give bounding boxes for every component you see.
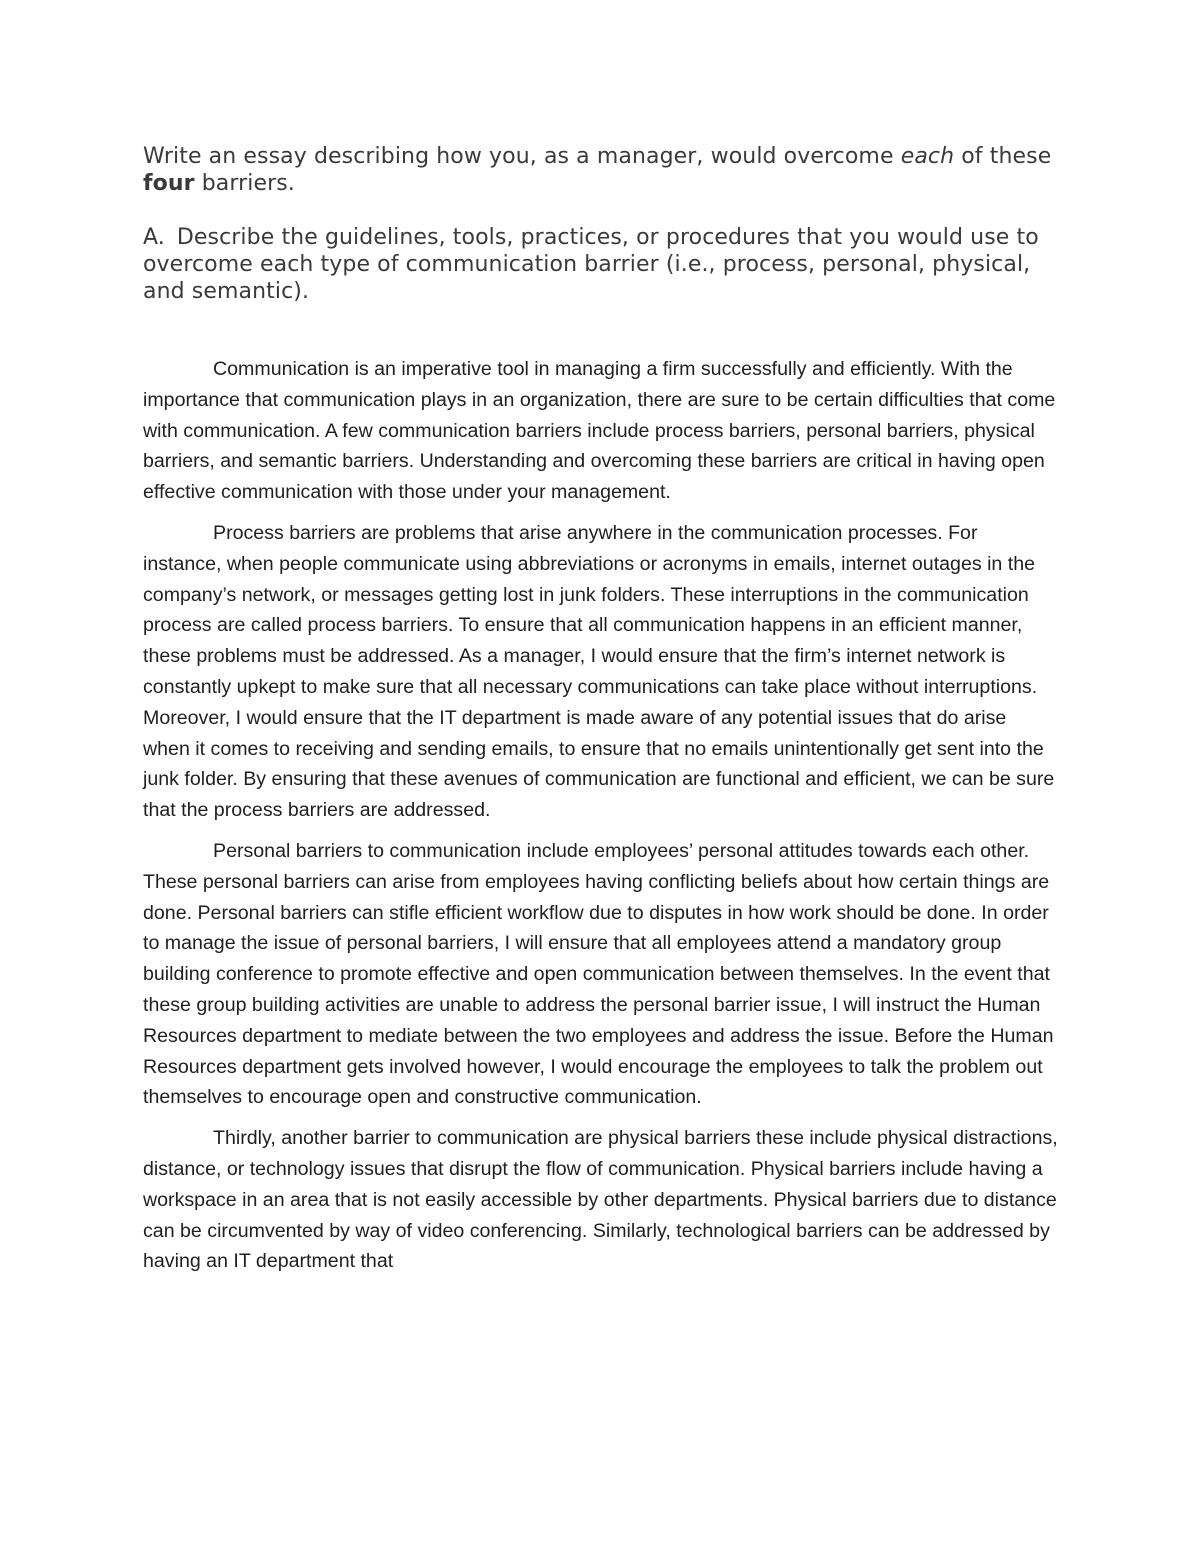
essay-paragraph-physical-barriers: Thirdly, another barrier to communication are physical barriers these include physical distractions, distance, or technology issues that disrupt the flow of communication. Physical barriers include having a workspace in an area that is not easily accessible by other departments. Physical barriers due to distance can be circumvented by way of video conferencing. Similarly, technological barriers can be addressed by having an IT department that	[143, 1127, 1058, 1273]
assignment-prompt	[143, 143, 1073, 197]
prompt-bold-four: four	[143, 171, 195, 196]
essay-body	[143, 354, 1058, 1287]
prompt-item-marker: A.	[143, 225, 165, 250]
prompt-item-text: Describe the guidelines, tools, practices, or procedures that you would use to overcome each type of communication barrier (i.e., process, personal, physical, and semantic).	[143, 225, 1039, 304]
prompt-text-mid: of these	[954, 144, 1052, 169]
prompt-item-a	[143, 224, 1073, 305]
prompt-emphasis-each: each	[900, 144, 955, 169]
prompt-text-start: Write an essay describing how you, as a manager, would overcome	[143, 144, 901, 169]
essay-paragraph-personal-barriers: Personal barriers to communication include employees’ personal attitudes towards each other. These personal barriers can arise from employees having conflicting beliefs about how certain things are done. Personal barriers can stifle efficient workflow due to disputes in how work should be done. In order to manage the issue of personal barriers, I will ensure that all employees attend a mandatory group building conference to promote effective and open communication between themselves. In the event that these group building activities are unable to address the personal barrier issue, I will instruct the Human Resources department to mediate between the two employees and address the issue. Before the Human Resources department gets involved however, I would encourage the employees to talk the problem out themselves to encourage open and constructive communication.	[143, 839, 1054, 1109]
essay-paragraph-process-barriers: Process barriers are problems that arise anywhere in the communication processes. For instance, when people communicate using abbreviations or acronyms in emails, internet outages in the company’s network, or messages getting lost in junk folders. These interruptions in the communication process are called process barriers. To ensure that all communication happens in an efficient manner, these problems must be addressed. As a manager, I would ensure that the firm’s internet network is constantly upkept to make sure that all necessary communications can take place without interruptions. Moreover, I would ensure that the IT department is made aware of any potential issues that do arise when it comes to receiving and sending emails, to ensure that no emails unintentionally get sent into the junk folder. By ensuring that these avenues of communication are functional and efficient, we can be sure that the process barriers are addressed.	[143, 521, 1055, 822]
prompt-text-end: barriers.	[194, 171, 295, 196]
essay-paragraph-intro: Communication is an imperative tool in managing a firm successfully and efficiently. With the importance that communication plays in an organization, there are sure to be certain difficulties that come with communication. A few communication barriers include process barriers, personal barriers, physical barriers, and semantic barriers. Understanding and overcoming these barriers are critical in having open effective communication with those under your management.	[143, 358, 1056, 504]
